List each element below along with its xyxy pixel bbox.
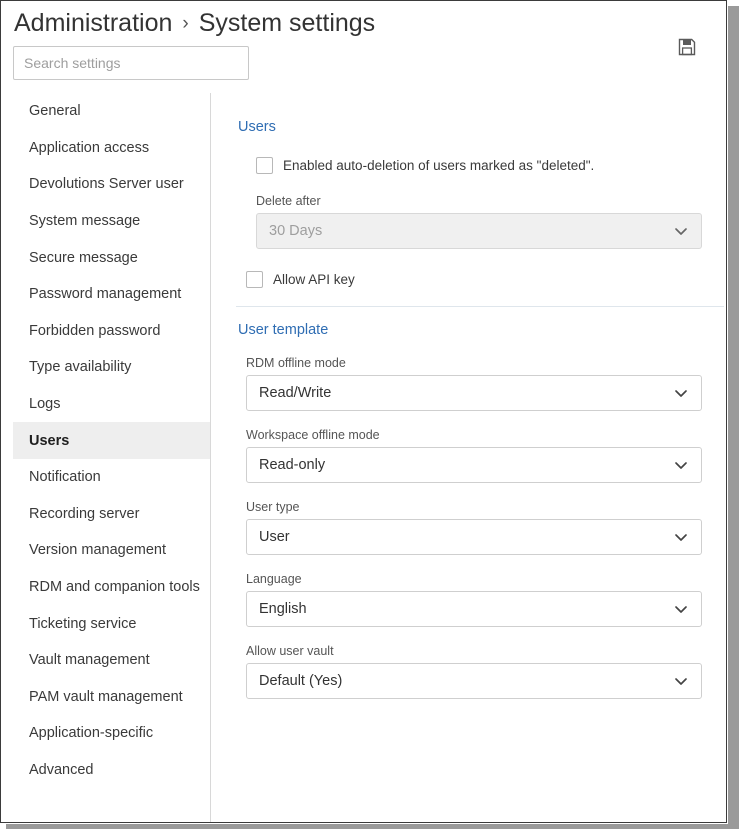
sidebar-item-secure-message[interactable] bbox=[13, 239, 210, 276]
delete-after-label: Delete after bbox=[256, 194, 321, 208]
sidebar-item-vault-management[interactable] bbox=[13, 642, 210, 679]
rdm-offline-mode-label: RDM offline mode bbox=[246, 356, 346, 370]
sidebar-item-general[interactable] bbox=[13, 93, 210, 130]
sidebar-item-label: Version management bbox=[29, 542, 167, 559]
sidebar-item-label: Devolutions Server user bbox=[29, 176, 184, 193]
sidebar-item-logs[interactable] bbox=[13, 386, 210, 423]
delete-after-select[interactable] bbox=[256, 213, 702, 249]
sidebar-item-rdm-and-companion-tools[interactable] bbox=[13, 569, 210, 606]
sidebar-item-label: Ticketing service bbox=[29, 615, 137, 632]
sidebar-item-label: Application-specific bbox=[29, 725, 154, 742]
save-button[interactable] bbox=[674, 34, 700, 60]
chevron-down-icon bbox=[673, 601, 689, 617]
sidebar-item-type-availability[interactable] bbox=[13, 349, 210, 386]
rdm-offline-mode-value: Read/Write bbox=[259, 385, 332, 401]
chevron-down-icon bbox=[673, 457, 689, 473]
save-disk-icon bbox=[677, 37, 697, 57]
settings-sidebar[interactable] bbox=[13, 93, 211, 822]
sidebar-item-label: System message bbox=[29, 213, 141, 230]
sidebar-item-label: Forbidden password bbox=[29, 322, 161, 339]
workspace-offline-mode-value: Read-only bbox=[259, 457, 326, 473]
window-shadow-right bbox=[728, 6, 739, 829]
sidebar-item-label: Password management bbox=[29, 286, 182, 303]
sidebar-item-label: Vault management bbox=[29, 652, 150, 669]
sidebar-item-pam-vault-management[interactable] bbox=[13, 679, 210, 716]
user-type-label: User type bbox=[246, 500, 300, 514]
chevron-down-icon bbox=[673, 529, 689, 545]
settings-content bbox=[212, 93, 726, 822]
sidebar-item-password-management[interactable] bbox=[13, 276, 210, 313]
chevron-down-icon bbox=[673, 673, 689, 689]
sidebar-item-label: Advanced bbox=[29, 761, 94, 778]
allow-api-key-checkbox[interactable] bbox=[246, 271, 263, 288]
auto-delete-checkbox-row[interactable] bbox=[256, 157, 702, 174]
sidebar-item-recording-server[interactable] bbox=[13, 496, 210, 533]
search-settings-field[interactable] bbox=[13, 46, 249, 80]
sidebar-item-label: Notification bbox=[29, 469, 101, 486]
sidebar-item-label: Application access bbox=[29, 139, 150, 156]
auto-delete-checkbox[interactable] bbox=[256, 157, 273, 174]
sidebar-item-users[interactable] bbox=[13, 422, 210, 459]
page-title: System settings bbox=[198, 9, 376, 37]
sidebar-item-devolutions-server-user[interactable] bbox=[13, 166, 210, 203]
language-value: English bbox=[259, 601, 307, 617]
allow-user-vault-label: Allow user vault bbox=[246, 644, 334, 658]
sidebar-item-label: Users bbox=[29, 432, 70, 449]
breadcrumb-separator-icon: › bbox=[182, 12, 189, 34]
auto-delete-checkbox-label: Enabled auto-deletion of users marked as "deleted". bbox=[283, 158, 595, 173]
sidebar-item-version-management[interactable] bbox=[13, 532, 210, 569]
sidebar-item-notification[interactable] bbox=[13, 459, 210, 496]
breadcrumb-parent[interactable]: Administration bbox=[14, 9, 173, 37]
chevron-down-icon bbox=[673, 385, 689, 401]
chevron-down-icon bbox=[673, 223, 689, 239]
workspace-offline-mode-label: Workspace offline mode bbox=[246, 428, 380, 442]
header bbox=[1, 1, 726, 89]
sidebar-item-ticketing-service[interactable] bbox=[13, 605, 210, 642]
sidebar-item-label: Secure message bbox=[29, 249, 138, 266]
sidebar-item-advanced[interactable] bbox=[13, 752, 210, 789]
workspace-offline-mode-select[interactable] bbox=[246, 447, 702, 483]
allow-api-key-label: Allow API key bbox=[273, 272, 355, 287]
user-type-select[interactable] bbox=[246, 519, 702, 555]
language-label: Language bbox=[246, 572, 302, 586]
user-template-section-title: User template bbox=[238, 322, 329, 338]
delete-after-value: 30 Days bbox=[269, 223, 323, 239]
sidebar-item-label: Type availability bbox=[29, 359, 132, 376]
section-divider bbox=[236, 306, 724, 307]
window-shadow-bottom bbox=[6, 824, 739, 829]
search-input[interactable] bbox=[13, 46, 249, 80]
sidebar-item-label: Logs bbox=[29, 396, 61, 413]
sidebar-item-label: PAM vault management bbox=[29, 688, 183, 705]
sidebar-item-label: Recording server bbox=[29, 505, 140, 522]
users-section-title: Users bbox=[238, 119, 276, 135]
sidebar-item-label: RDM and companion tools bbox=[29, 579, 200, 596]
sidebar-item-application-access[interactable] bbox=[13, 130, 210, 167]
sidebar-item-system-message[interactable] bbox=[13, 203, 210, 240]
sidebar-item-label: General bbox=[29, 103, 81, 120]
allow-user-vault-select[interactable] bbox=[246, 663, 702, 699]
language-select[interactable] bbox=[246, 591, 702, 627]
allow-user-vault-value: Default (Yes) bbox=[259, 673, 343, 689]
allow-api-key-row[interactable] bbox=[246, 271, 702, 288]
user-type-value: User bbox=[259, 529, 290, 545]
breadcrumb bbox=[14, 9, 375, 38]
sidebar-item-application-specific[interactable] bbox=[13, 715, 210, 752]
sidebar-item-forbidden-password[interactable] bbox=[13, 313, 210, 350]
rdm-offline-mode-select[interactable] bbox=[246, 375, 702, 411]
